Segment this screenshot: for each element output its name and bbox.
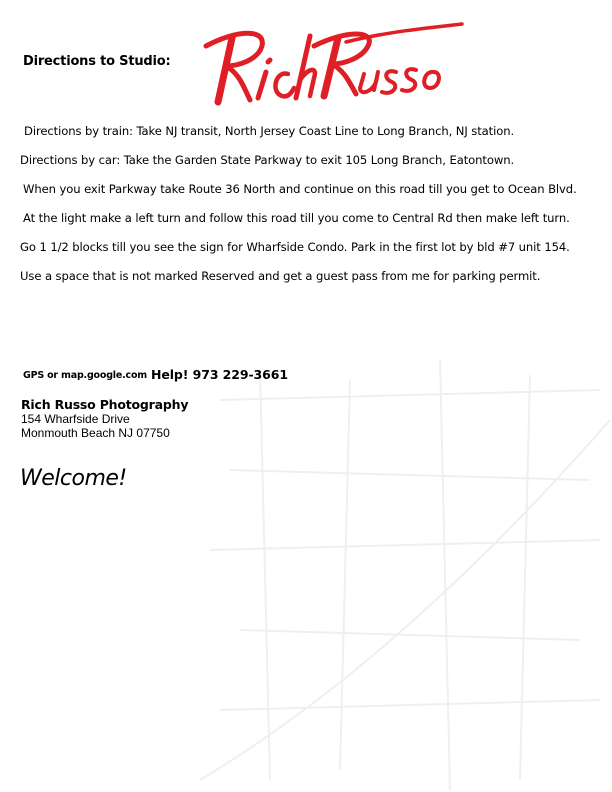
- directions-step-central-rd: At the light make a left turn and follow this road till you come to Central Rd then make left turn.: [23, 211, 570, 225]
- welcome-text: Welcome!: [20, 466, 127, 491]
- faint-map-background: [200, 360, 612, 792]
- rich-russo-logo: [196, 16, 466, 108]
- directions-step-wharfside: Go 1 1/2 blocks till you see the sign for Wharfside Condo. Park in the first lot by bld #7 unit 154.: [20, 240, 570, 254]
- gps-note: GPS or map.google.com: [23, 370, 147, 381]
- directions-car: Directions by car: Take the Garden State Parkway to exit 105 Long Branch, Eatontown.: [20, 153, 515, 167]
- address-street: 154 Wharfside Drive: [21, 412, 130, 426]
- company-name: Rich Russo Photography: [21, 397, 189, 412]
- directions-step-route-36: When you exit Parkway take Route 36 North and continue on this road till you get to Ocean Blvd.: [23, 182, 577, 196]
- directions-step-parking: Use a space that is not marked Reserved and get a guest pass from me for parking permit.: [20, 269, 541, 283]
- page-heading: Directions to Studio:: [23, 54, 171, 69]
- help-phone: Help! 973 229-3661: [151, 367, 288, 382]
- address-city: Monmouth Beach NJ 07750: [21, 426, 170, 440]
- directions-train: Directions by train: Take NJ transit, North Jersey Coast Line to Long Branch, NJ station.: [24, 124, 515, 138]
